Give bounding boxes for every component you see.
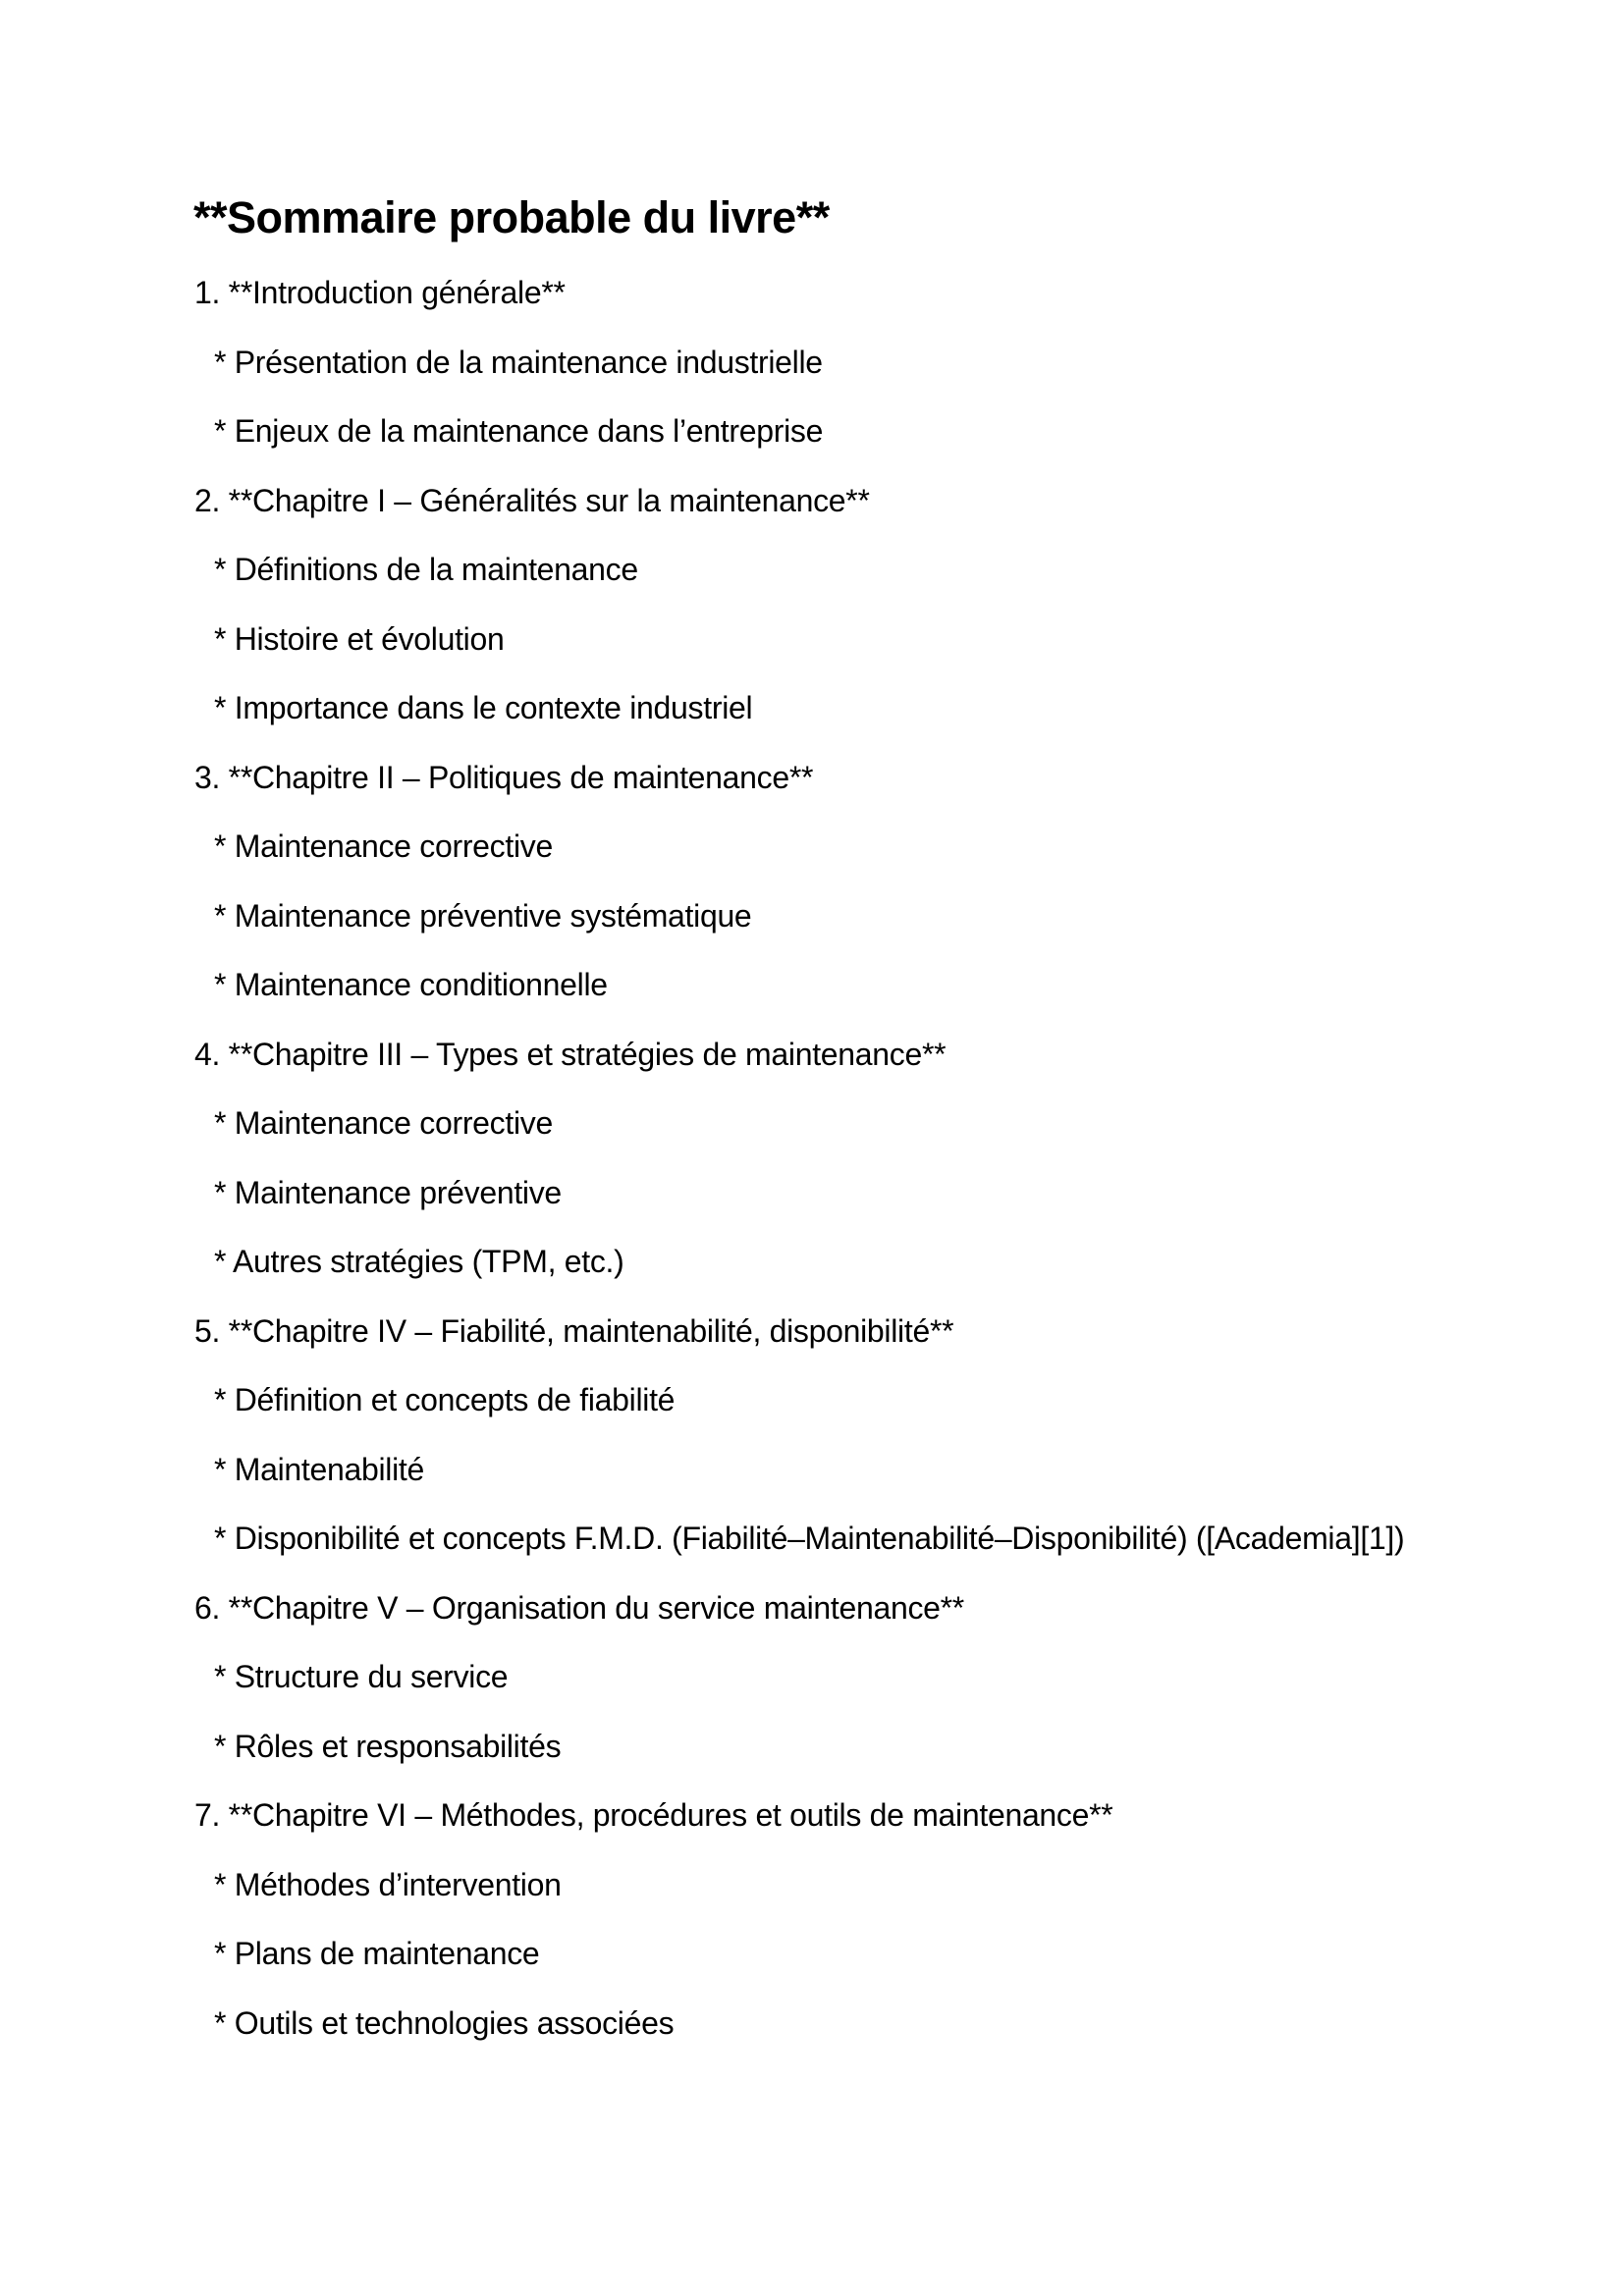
toc-bullet-item: * Rôles et responsabilités [214, 1728, 562, 1764]
toc-numbered-item: 1. **Introduction générale** [194, 275, 566, 310]
toc-bullet-item: * Histoire et évolution [214, 620, 505, 657]
toc-bullet-item: * Maintenabilité [214, 1451, 424, 1487]
toc-numbered-item: 3. **Chapitre II – Politiques de maintenance** [194, 759, 814, 795]
toc-numbered-item: 5. **Chapitre IV – Fiabilité, maintenabilité, disponibilité** [194, 1312, 954, 1349]
toc-bullet-item: * Disponibilité et concepts F.M.D. (Fiabilité–Maintenabilité–Disponibilité) ([Academia][1]) [214, 1521, 1405, 1556]
toc-bullet-item: * Définitions de la maintenance [214, 552, 638, 587]
toc-bullet-item: * Outils et technologies associées [214, 2004, 675, 2041]
toc-numbered-item: 6. **Chapitre V – Organisation du service maintenance** [194, 1589, 964, 1626]
toc-bullet-item: * Méthodes d’intervention [214, 1866, 562, 1902]
page-title: **Sommaire probable du livre** [193, 192, 830, 242]
toc-bullet-item: * Enjeux de la maintenance dans l’entreprise [214, 413, 824, 449]
toc-bullet-item: * Maintenance préventive [214, 1174, 562, 1210]
toc-numbered-item: 2. **Chapitre I – Généralités sur la maintenance** [194, 482, 870, 518]
toc-bullet-item: * Structure du service [214, 1659, 509, 1694]
toc-bullet-item: * Autres stratégies (TPM, etc.) [214, 1244, 624, 1279]
toc-bullet-item: * Maintenance conditionnelle [214, 967, 608, 1002]
toc-numbered-item: 4. **Chapitre III – Types et stratégies de maintenance** [194, 1036, 947, 1072]
toc-bullet-item: * Définition et concepts de fiabilité [214, 1382, 676, 1417]
toc-bullet-item: * Maintenance corrective [214, 828, 553, 864]
toc-numbered-item: 7. **Chapitre VI – Méthodes, procédures et outils de maintenance** [194, 1797, 1113, 1833]
toc-bullet-item: * Importance dans le contexte industriel [214, 690, 753, 725]
toc-bullet-item: * Maintenance corrective [214, 1105, 553, 1141]
toc-bullet-item: * Présentation de la maintenance industrielle [214, 344, 823, 380]
toc-bullet-item: * Maintenance préventive systématique [214, 897, 752, 934]
toc-bullet-item: * Plans de maintenance [214, 1936, 540, 1971]
